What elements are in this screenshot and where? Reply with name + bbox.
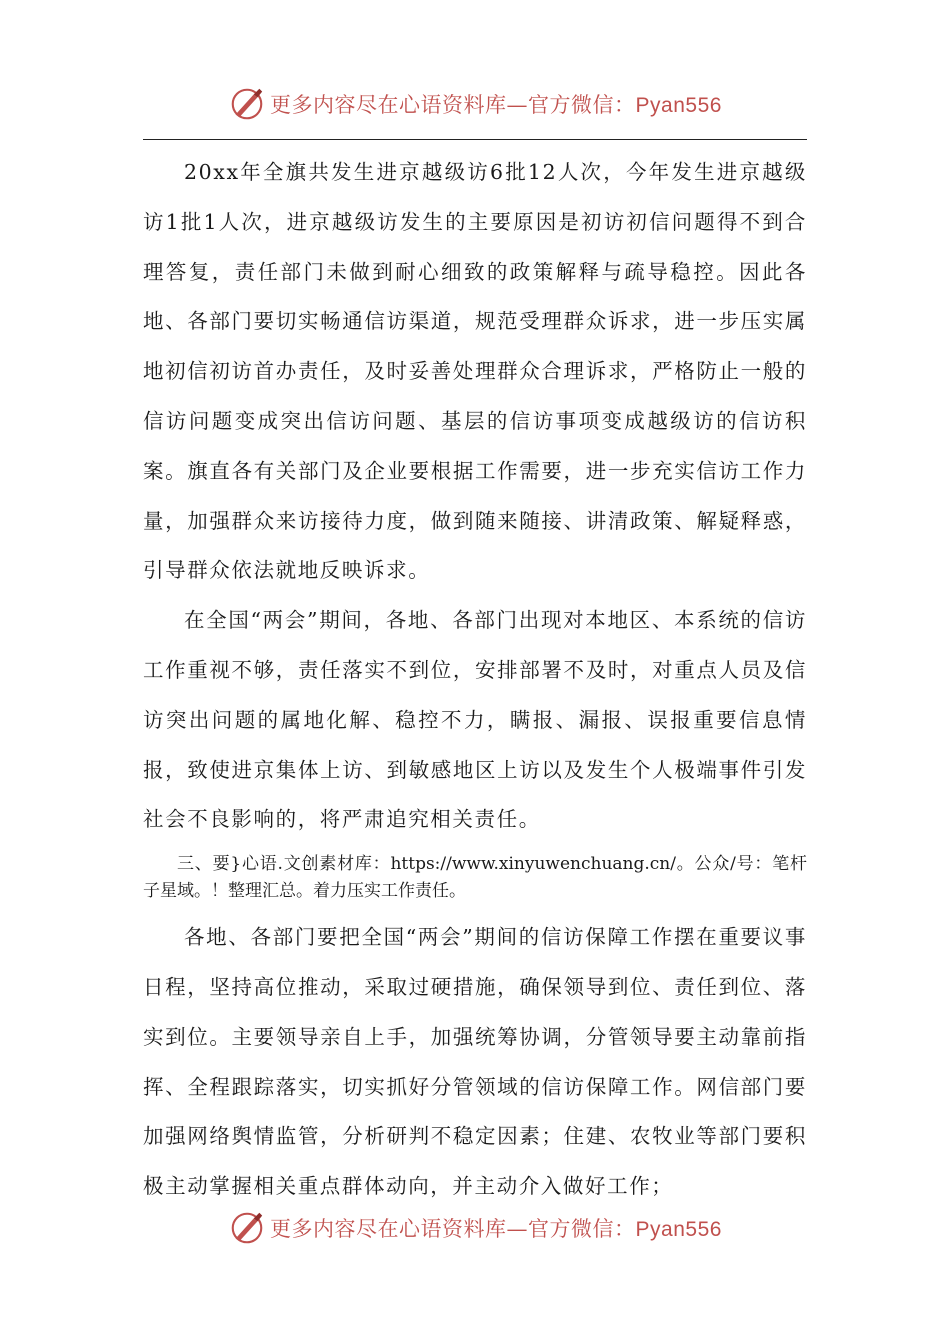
paragraph-2: 在全国“两会”期间，各地、各部门出现对本地区、本系统的信访工作重视不够，责任落实不到位，安排部署不及时，对重点人员及信访突出问题的属地化解、稳控不力，瞒报、漏报、误报重要信息情报，致使进京集体上访、到敏感地区上访以及发生个人极端事件引发社会不良影响的，将严肃追究相关责任。: [143, 608, 807, 832]
document-body: [143, 148, 807, 1212]
pen-logo-icon: [228, 1209, 266, 1247]
section-heading-3: 三、要}心语.文创素材库：https://www.xinyuwenchuang.cn/。公众/号：笔杆子星域。！整理汇总。着力压实工作责任。: [143, 854, 807, 902]
banner-text: 更多内容尽在心语资料库—官方微信：Pyan556: [270, 1217, 722, 1241]
footer-watermark-banner: [0, 1206, 950, 1250]
paragraph-4: 各地、各部门要把全国“两会”期间的信访保障工作摆在重要议事日程，坚持高位推动，采取过硬措施，确保领导到位、责任到位、落实到位。主要领导亲自上手，加强统筹协调，分管领导要主动靠前指挥、全程跟踪落实，切实抓好分管领域的信访保障工作。网信部门要加强网络舆情监管，分析研判不稳定因素；住建、农牧业等部门要积极主动掌握相关重点群体动向，并主动介入做好工作；: [143, 925, 807, 1199]
header-divider: [143, 139, 807, 140]
pen-logo-icon: [228, 85, 266, 123]
header-watermark-banner: [0, 82, 950, 126]
paragraph-1: 20xx年全旗共发生进京越级访6批12人次，今年发生进京越级访1批1人次，进京越级访发生的主要原因是初访初信问题得不到合理答复，责任部门未做到耐心细致的政策解释与疏导稳控。因此各地、各部门要切实畅通信访渠道，规范受理群众诉求，进一步压实属地初信初访首办责任，及时妥善处理群众合理诉求，严格防止一般的信访问题变成突出信访问题、基层的信访事项变成越级访的信访积案。旗直各有关部门及企业要根据工作需要，进一步充实信访工作力量，加强群众来访接待力度，做到随来随接、讲清政策、解疑释惑，引导群众依法就地反映诉求。: [143, 160, 807, 583]
banner-text: 更多内容尽在心语资料库—官方微信：Pyan556: [270, 93, 722, 117]
